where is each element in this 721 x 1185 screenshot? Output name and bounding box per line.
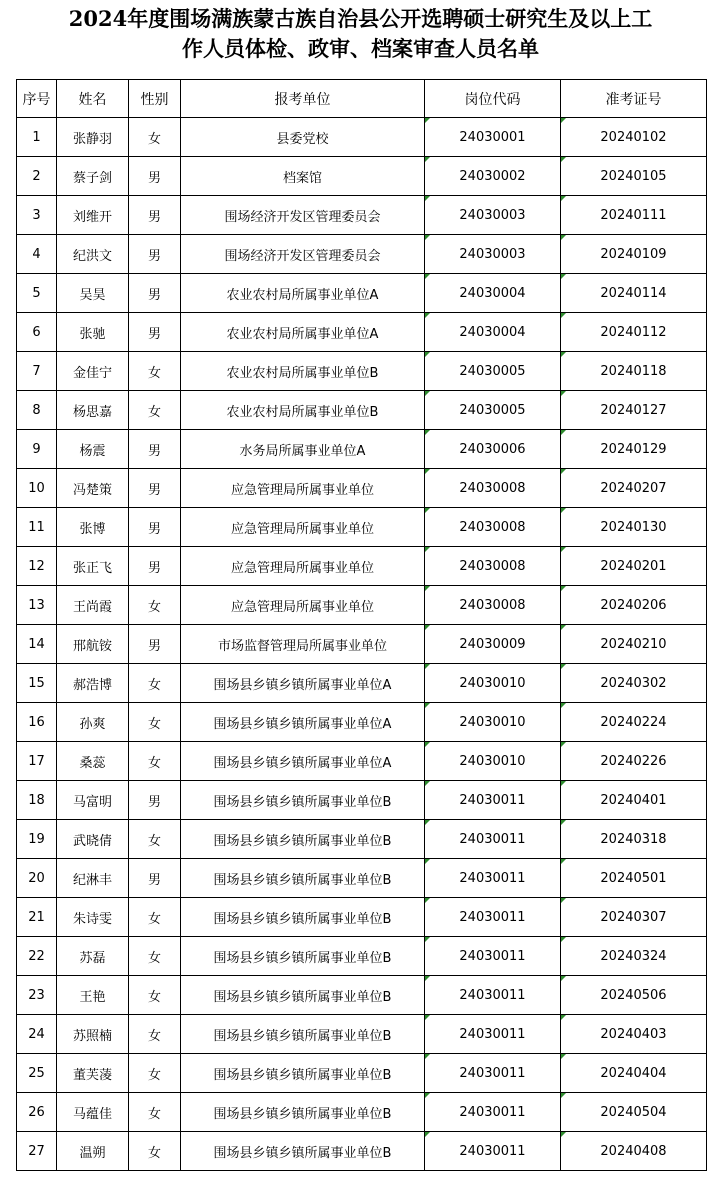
cell-gender: 男 (129, 508, 181, 547)
cell-gender: 男 (129, 469, 181, 508)
cell-unit: 农业农村局所属事业单位B (181, 352, 425, 391)
table-row (17, 430, 707, 469)
cell-unit: 应急管理局所属事业单位 (181, 469, 425, 508)
cell-seq: 3 (17, 196, 57, 235)
table-row (17, 157, 707, 196)
cell-name: 吴昊 (57, 274, 129, 313)
cell-name: 蔡子剑 (57, 157, 129, 196)
table-row (17, 781, 707, 820)
table-body (17, 118, 707, 1171)
cell-position-code: 24030011 (425, 781, 561, 820)
cell-name: 朱诗雯 (57, 898, 129, 937)
cell-gender: 女 (129, 352, 181, 391)
header-gender: 性别 (129, 80, 181, 118)
cell-position-code: 24030005 (425, 352, 561, 391)
cell-position-code: 24030011 (425, 1132, 561, 1171)
header-name: 姓名 (57, 80, 129, 118)
table-row (17, 508, 707, 547)
cell-position-code: 24030011 (425, 898, 561, 937)
header-unit: 报考单位 (181, 80, 425, 118)
cell-exam-number: 20240408 (561, 1132, 707, 1171)
document-title (0, 4, 721, 64)
cell-name: 孙爽 (57, 703, 129, 742)
cell-gender: 男 (129, 157, 181, 196)
cell-exam-number: 20240114 (561, 274, 707, 313)
cell-position-code: 24030011 (425, 859, 561, 898)
cell-gender: 女 (129, 391, 181, 430)
cell-unit: 围场县乡镇乡镇所属事业单位B (181, 976, 425, 1015)
cell-position-code: 24030004 (425, 313, 561, 352)
cell-seq: 18 (17, 781, 57, 820)
cell-seq: 12 (17, 547, 57, 586)
cell-seq: 10 (17, 469, 57, 508)
cell-seq: 20 (17, 859, 57, 898)
cell-gender: 女 (129, 664, 181, 703)
cell-position-code: 24030002 (425, 157, 561, 196)
cell-exam-number: 20240102 (561, 118, 707, 157)
cell-position-code: 24030008 (425, 469, 561, 508)
cell-gender: 男 (129, 274, 181, 313)
cell-exam-number: 20240112 (561, 313, 707, 352)
table-row (17, 313, 707, 352)
table-row (17, 547, 707, 586)
cell-unit: 县委党校 (181, 118, 425, 157)
cell-name: 张正飞 (57, 547, 129, 586)
cell-seq: 16 (17, 703, 57, 742)
cell-exam-number: 20240129 (561, 430, 707, 469)
cell-position-code: 24030008 (425, 508, 561, 547)
cell-name: 马富明 (57, 781, 129, 820)
cell-exam-number: 20240307 (561, 898, 707, 937)
table-row (17, 235, 707, 274)
cell-exam-number: 20240109 (561, 235, 707, 274)
cell-unit: 围场县乡镇乡镇所属事业单位B (181, 898, 425, 937)
cell-gender: 男 (129, 781, 181, 820)
table-row (17, 898, 707, 937)
cell-unit: 围场县乡镇乡镇所属事业单位B (181, 937, 425, 976)
cell-name: 苏磊 (57, 937, 129, 976)
cell-gender: 男 (129, 859, 181, 898)
cell-position-code: 24030001 (425, 118, 561, 157)
cell-seq: 11 (17, 508, 57, 547)
cell-unit: 围场经济开发区管理委员会 (181, 235, 425, 274)
table-row (17, 937, 707, 976)
cell-unit: 水务局所属事业单位A (181, 430, 425, 469)
table-row (17, 118, 707, 157)
cell-gender: 女 (129, 976, 181, 1015)
cell-exam-number: 20240210 (561, 625, 707, 664)
cell-seq: 6 (17, 313, 57, 352)
cell-unit: 围场县乡镇乡镇所属事业单位B (181, 1015, 425, 1054)
cell-position-code: 24030011 (425, 976, 561, 1015)
cell-gender: 女 (129, 820, 181, 859)
cell-name: 杨思嘉 (57, 391, 129, 430)
cell-exam-number: 20240324 (561, 937, 707, 976)
cell-seq: 14 (17, 625, 57, 664)
cell-gender: 女 (129, 742, 181, 781)
cell-unit: 围场县乡镇乡镇所属事业单位B (181, 781, 425, 820)
cell-position-code: 24030011 (425, 1093, 561, 1132)
cell-seq: 27 (17, 1132, 57, 1171)
cell-name: 张驰 (57, 313, 129, 352)
header-seq: 序号 (17, 80, 57, 118)
cell-exam-number: 20240118 (561, 352, 707, 391)
table-row (17, 976, 707, 1015)
cell-gender: 女 (129, 898, 181, 937)
cell-gender: 女 (129, 1054, 181, 1093)
cell-name: 邢航铵 (57, 625, 129, 664)
cell-exam-number: 20240224 (561, 703, 707, 742)
cell-position-code: 24030008 (425, 586, 561, 625)
cell-name: 张博 (57, 508, 129, 547)
cell-seq: 25 (17, 1054, 57, 1093)
cell-exam-number: 20240201 (561, 547, 707, 586)
cell-position-code: 24030006 (425, 430, 561, 469)
cell-position-code: 24030011 (425, 1054, 561, 1093)
cell-gender: 男 (129, 235, 181, 274)
cell-seq: 21 (17, 898, 57, 937)
cell-name: 苏照楠 (57, 1015, 129, 1054)
cell-unit: 农业农村局所属事业单位A (181, 313, 425, 352)
cell-unit: 应急管理局所属事业单位 (181, 586, 425, 625)
cell-gender: 男 (129, 313, 181, 352)
cell-position-code: 24030004 (425, 274, 561, 313)
cell-exam-number: 20240302 (561, 664, 707, 703)
table-row (17, 1015, 707, 1054)
candidate-table (16, 79, 707, 1171)
header-position-code: 岗位代码 (425, 80, 561, 118)
cell-gender: 女 (129, 586, 181, 625)
cell-gender: 男 (129, 547, 181, 586)
cell-unit: 档案馆 (181, 157, 425, 196)
cell-exam-number: 20240506 (561, 976, 707, 1015)
cell-gender: 女 (129, 937, 181, 976)
cell-position-code: 24030011 (425, 820, 561, 859)
cell-name: 桑蕊 (57, 742, 129, 781)
cell-exam-number: 20240226 (561, 742, 707, 781)
cell-seq: 4 (17, 235, 57, 274)
cell-seq: 2 (17, 157, 57, 196)
cell-seq: 8 (17, 391, 57, 430)
cell-position-code: 24030011 (425, 937, 561, 976)
cell-seq: 9 (17, 430, 57, 469)
table-row (17, 352, 707, 391)
cell-unit: 围场县乡镇乡镇所属事业单位A (181, 742, 425, 781)
cell-name: 张静羽 (57, 118, 129, 157)
table-row (17, 625, 707, 664)
cell-exam-number: 20240504 (561, 1093, 707, 1132)
cell-position-code: 24030008 (425, 547, 561, 586)
table-row (17, 586, 707, 625)
cell-exam-number: 20240501 (561, 859, 707, 898)
cell-gender: 女 (129, 1132, 181, 1171)
cell-unit: 围场县乡镇乡镇所属事业单位B (181, 1093, 425, 1132)
cell-exam-number: 20240404 (561, 1054, 707, 1093)
title-line-1: 2024年度围场满族蒙古族自治县公开选聘硕士研究生及以上工 (68, 6, 653, 31)
cell-position-code: 24030010 (425, 742, 561, 781)
cell-position-code: 24030010 (425, 703, 561, 742)
table-row (17, 742, 707, 781)
cell-name: 董芙蓤 (57, 1054, 129, 1093)
cell-seq: 7 (17, 352, 57, 391)
cell-exam-number: 20240403 (561, 1015, 707, 1054)
cell-unit: 应急管理局所属事业单位 (181, 508, 425, 547)
cell-gender: 男 (129, 625, 181, 664)
table-row (17, 274, 707, 313)
table-header-row (17, 80, 707, 118)
header-exam-number: 准考证号 (561, 80, 707, 118)
cell-gender: 男 (129, 196, 181, 235)
cell-seq: 17 (17, 742, 57, 781)
cell-exam-number: 20240206 (561, 586, 707, 625)
cell-unit: 应急管理局所属事业单位 (181, 547, 425, 586)
cell-unit: 围场县乡镇乡镇所属事业单位A (181, 703, 425, 742)
cell-exam-number: 20240111 (561, 196, 707, 235)
cell-unit: 围场县乡镇乡镇所属事业单位A (181, 664, 425, 703)
cell-exam-number: 20240127 (561, 391, 707, 430)
cell-seq: 1 (17, 118, 57, 157)
cell-seq: 5 (17, 274, 57, 313)
cell-unit: 围场县乡镇乡镇所属事业单位B (181, 1054, 425, 1093)
cell-gender: 男 (129, 430, 181, 469)
table-row (17, 820, 707, 859)
cell-unit: 市场监督管理局所属事业单位 (181, 625, 425, 664)
cell-name: 温朔 (57, 1132, 129, 1171)
cell-position-code: 24030003 (425, 235, 561, 274)
cell-seq: 26 (17, 1093, 57, 1132)
cell-exam-number: 20240207 (561, 469, 707, 508)
cell-seq: 23 (17, 976, 57, 1015)
table-row (17, 703, 707, 742)
cell-name: 王艳 (57, 976, 129, 1015)
cell-seq: 15 (17, 664, 57, 703)
cell-exam-number: 20240401 (561, 781, 707, 820)
cell-name: 金佳宁 (57, 352, 129, 391)
cell-unit: 围场县乡镇乡镇所属事业单位B (181, 859, 425, 898)
cell-position-code: 24030003 (425, 196, 561, 235)
cell-exam-number: 20240105 (561, 157, 707, 196)
table-row (17, 1054, 707, 1093)
table-row (17, 196, 707, 235)
cell-gender: 女 (129, 703, 181, 742)
cell-name: 刘维开 (57, 196, 129, 235)
cell-unit: 围场经济开发区管理委员会 (181, 196, 425, 235)
title-line-2: 作人员体检、政审、档案审查人员名单 (182, 36, 539, 61)
cell-unit: 围场县乡镇乡镇所属事业单位B (181, 820, 425, 859)
table-row (17, 664, 707, 703)
cell-gender: 女 (129, 1015, 181, 1054)
cell-name: 杨震 (57, 430, 129, 469)
table-row (17, 1093, 707, 1132)
cell-unit: 围场县乡镇乡镇所属事业单位B (181, 1132, 425, 1171)
cell-name: 冯楚策 (57, 469, 129, 508)
cell-seq: 13 (17, 586, 57, 625)
cell-position-code: 24030011 (425, 1015, 561, 1054)
cell-seq: 19 (17, 820, 57, 859)
cell-unit: 农业农村局所属事业单位B (181, 391, 425, 430)
cell-exam-number: 20240318 (561, 820, 707, 859)
cell-gender: 女 (129, 1093, 181, 1132)
cell-seq: 24 (17, 1015, 57, 1054)
cell-position-code: 24030009 (425, 625, 561, 664)
table-row (17, 1132, 707, 1171)
cell-name: 郝浩博 (57, 664, 129, 703)
table-row (17, 859, 707, 898)
cell-name: 马蕴佳 (57, 1093, 129, 1132)
cell-seq: 22 (17, 937, 57, 976)
cell-unit: 农业农村局所属事业单位A (181, 274, 425, 313)
table-row (17, 391, 707, 430)
cell-name: 纪洪文 (57, 235, 129, 274)
cell-exam-number: 20240130 (561, 508, 707, 547)
cell-name: 纪淋丰 (57, 859, 129, 898)
cell-name: 武晓倩 (57, 820, 129, 859)
cell-position-code: 24030010 (425, 664, 561, 703)
table-row (17, 469, 707, 508)
cell-gender: 女 (129, 118, 181, 157)
cell-position-code: 24030005 (425, 391, 561, 430)
cell-name: 王尚霞 (57, 586, 129, 625)
